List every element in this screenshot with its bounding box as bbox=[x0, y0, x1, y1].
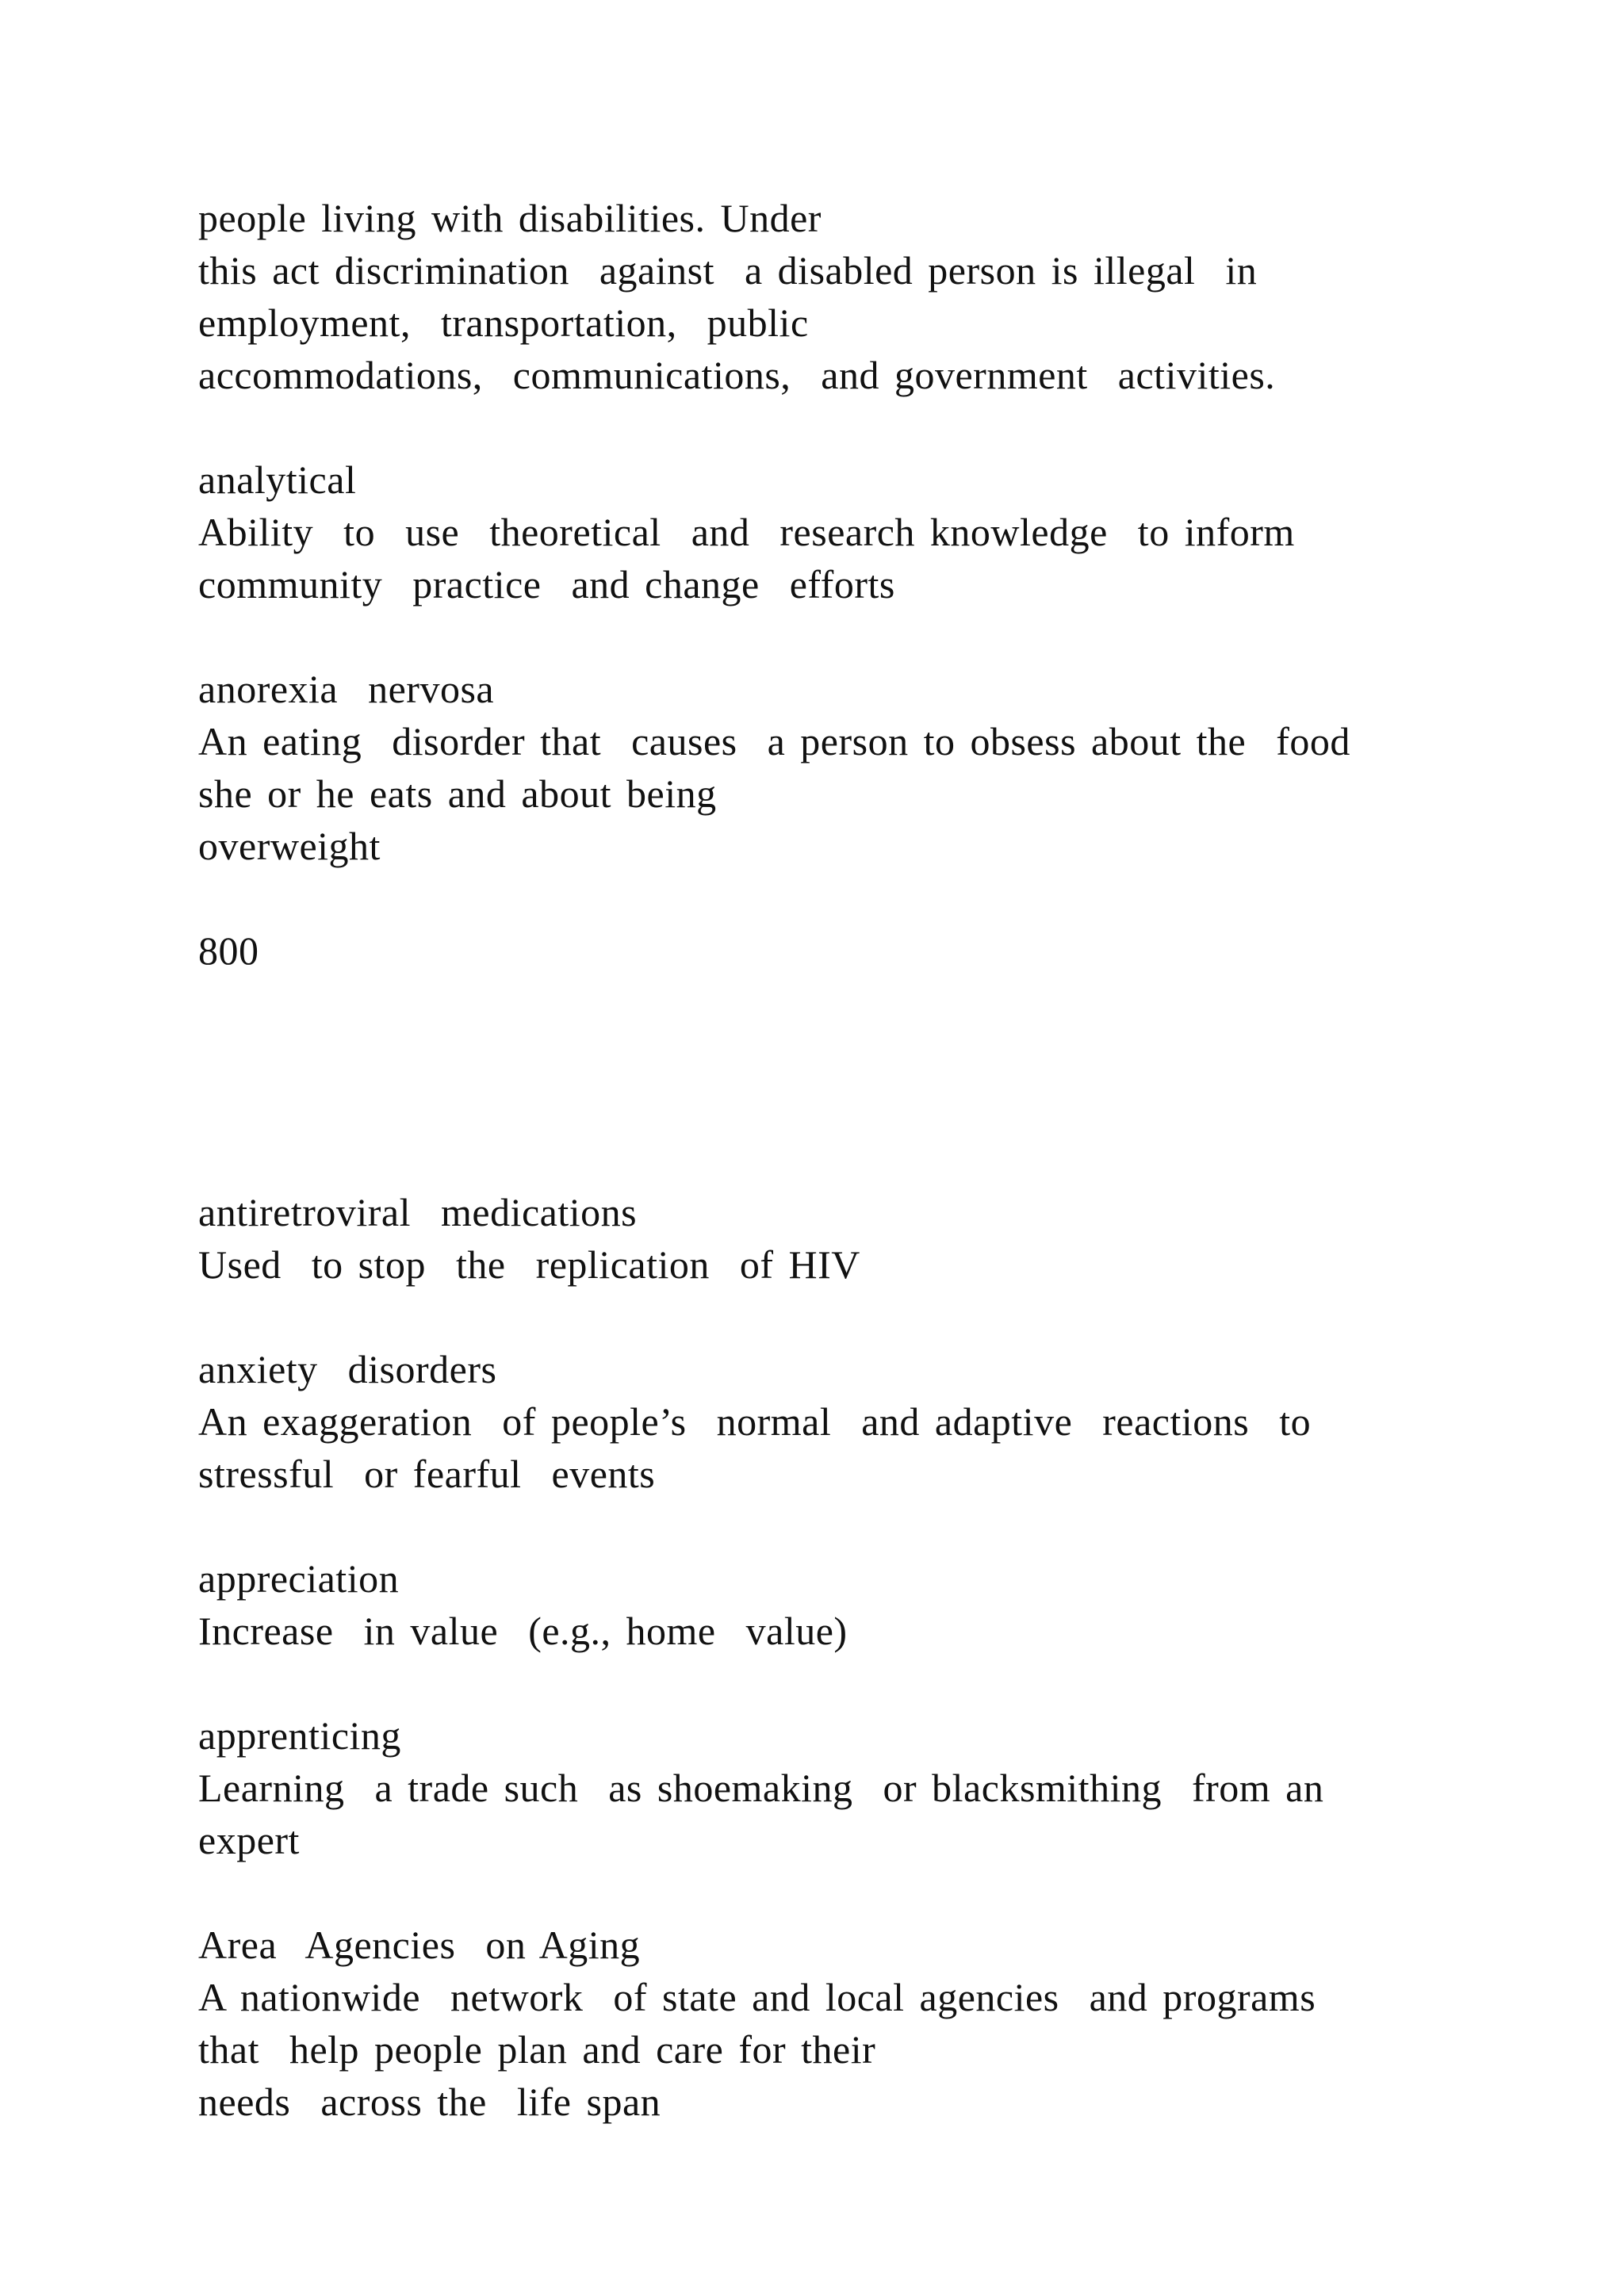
paragraph-gap bbox=[198, 1866, 1546, 1919]
glossary-entry-apprenticing bbox=[198, 1709, 1546, 1866]
glossary-definition-line: she or he eats and about being bbox=[198, 771, 717, 816]
paragraph-gap bbox=[198, 1657, 1546, 1709]
glossary-definition-line: community practice and change efforts bbox=[198, 562, 895, 607]
glossary-definition-line: overweight bbox=[198, 824, 381, 868]
glossary-term: appreciation bbox=[198, 1556, 400, 1601]
glossary-definition-line: expert bbox=[198, 1818, 300, 1862]
glossary-term: analytical bbox=[198, 457, 357, 502]
intro-line: accommodations, communications, and government activities. bbox=[198, 353, 1276, 397]
glossary-entry-area-agencies-on-aging bbox=[198, 1919, 1546, 2128]
glossary-definition-line: Learning a trade such as shoemaking or blacksmithing from an bbox=[198, 1766, 1324, 1810]
intro-paragraph bbox=[198, 192, 1546, 401]
intro-line: employment, transportation, public bbox=[198, 300, 809, 345]
glossary-definition-line: Used to stop the replication of HIV bbox=[198, 1242, 860, 1287]
paragraph-gap bbox=[198, 1500, 1546, 1552]
glossary-entry-analytical bbox=[198, 453, 1546, 610]
glossary-definition-line: Ability to use theoretical and research knowledge to inform bbox=[198, 510, 1295, 554]
paragraph-gap bbox=[198, 610, 1546, 663]
paragraph-gap bbox=[198, 872, 1546, 924]
glossary-text bbox=[198, 192, 1546, 2128]
glossary-definition-line: Increase in value (e.g., home value) bbox=[198, 1609, 848, 1653]
glossary-term: anorexia nervosa bbox=[198, 667, 495, 711]
glossary-term: Area Agencies on Aging bbox=[198, 1923, 641, 1967]
glossary-definition-line: A nationwide network of state and local agencies and programs bbox=[198, 1975, 1316, 2019]
paragraph-gap bbox=[198, 1291, 1546, 1343]
glossary-term: anxiety disorders bbox=[198, 1347, 497, 1391]
glossary-definition-line: An exaggeration of people’s normal and adaptive reactions to bbox=[198, 1399, 1312, 1444]
glossary-term: apprenticing bbox=[198, 1713, 401, 1758]
paragraph-gap bbox=[198, 401, 1546, 453]
glossary-entry-anxiety-disorders bbox=[198, 1343, 1546, 1500]
glossary-entry-appreciation bbox=[198, 1552, 1546, 1657]
page-break-gap bbox=[198, 977, 1546, 1186]
glossary-definition-line: stressful or fearful events bbox=[198, 1452, 656, 1496]
glossary-definition-line: needs across the life span bbox=[198, 2080, 661, 2124]
glossary-term: antiretroviral medications bbox=[198, 1190, 638, 1234]
glossary-definition-line: An eating disorder that causes a person to obsess about the food bbox=[198, 719, 1350, 763]
intro-line: this act discrimination against a disabled person is illegal in bbox=[198, 248, 1258, 293]
page-number: 800 bbox=[198, 928, 259, 973]
glossary-entry-anorexia-nervosa bbox=[198, 663, 1546, 872]
glossary-entry-antiretroviral-medications bbox=[198, 1186, 1546, 1291]
intro-line: people living with disabilities. Under bbox=[198, 196, 822, 240]
glossary-definition-line: that help people plan and care for their bbox=[198, 2027, 876, 2072]
